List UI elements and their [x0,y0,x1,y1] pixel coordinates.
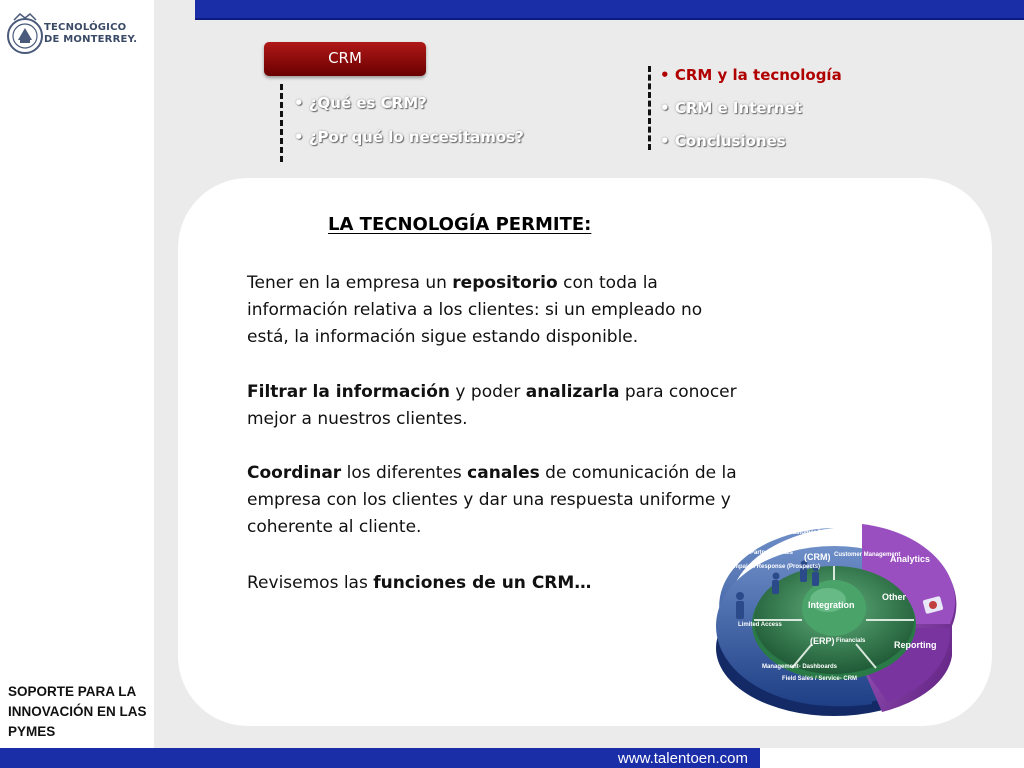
text-bold: analizarla [525,382,620,402]
nav-item-label: ¿Qué es CRM? [308,94,427,112]
text: los diferentes [341,463,468,483]
nav-item-conclusiones[interactable] [660,132,786,150]
text-bold: repositorio [452,273,558,293]
nav-bullet: • [660,66,670,84]
label-campaign-response: Campaign Response (Prospects) [726,564,821,570]
nav-bullet: • [294,94,304,112]
text: con toda la información relativa a los clientes: si un empleado no está, la información sigue estando disponible. [247,273,703,347]
bottom-bar-blank [760,748,1024,768]
label-erp: (ERP) [810,636,835,646]
nav-item-label: CRM e Internet [674,99,802,117]
label-analytics: Analytics [890,554,931,564]
program-label-line-1: SOPORTE PARA LA [8,684,137,699]
nav-item-que-es-crm[interactable] [294,94,427,112]
label-limited-access: Limited Access [738,622,782,628]
label-partner-portals: Partner Portals [750,550,794,556]
footer-url-link[interactable]: www.talentoen.com [617,750,748,767]
nav-bullet: • [660,132,670,150]
top-accent-bar [195,0,1024,20]
tec-seal-icon [6,10,44,58]
paragraph-filtrar [247,379,737,433]
content-heading: LA TECNOLOGÍA PERMITE: [328,214,592,235]
left-panel [0,0,154,748]
label-customer-management: Customer Management [834,552,901,558]
nav-bullet: • [294,128,304,146]
text: Tener en la empresa un [247,273,453,293]
label-management-dashboards: Management- Dashboards [762,664,838,670]
label-integration: Integration [808,600,855,610]
label-field-sales: Field Sales / Service- CRM [782,676,858,682]
logo-line-2: DE MONTERREY. [44,34,138,45]
text-bold: canales [467,463,540,483]
logo-line-1: TECNOLÓGICO [44,22,127,33]
label-crm: (CRM) [804,552,831,562]
text: para conocer mejor a nuestros clientes. [247,382,737,429]
crm-integration-diagram [712,516,962,722]
nav-divider-left [280,84,283,162]
label-financials: Financials [836,638,866,644]
tec-logo-text [44,22,137,46]
program-label-line-3: PYMES [8,724,56,739]
nav-item-crm-internet[interactable] [660,99,802,117]
crm-tab[interactable]: CRM [264,42,426,76]
label-customer-portals: Customer Portals [788,530,839,536]
paragraph-repositorio [247,270,737,351]
label-reporting: Reporting [894,640,937,650]
crm-diagram-graphic [712,516,962,722]
program-label [8,682,158,742]
label-other: Other [882,592,907,602]
nav-item-label: Conclusiones [674,132,786,150]
nav-bullet: • [660,99,670,117]
text-bold: Coordinar [247,463,342,483]
text: Revisemos las [247,573,374,593]
program-label-line-2: INNOVACIÓN EN LAS [8,704,147,719]
text-bold: funciones de un CRM… [373,573,592,593]
nav-item-crm-tecnologia[interactable] [660,66,842,84]
nav-item-por-que[interactable] [294,128,524,146]
paragraph-coordinar [247,460,737,541]
nav-item-label: CRM y la tecnología [674,66,842,84]
text: de comunicación de la empresa con los clientes y dar una respuesta uniforme y coherente al cliente. [247,463,737,537]
nav-divider-right [648,66,651,150]
text-bold: Filtrar la información [247,382,451,402]
text: y poder [450,382,526,402]
bottom-accent-bar [0,748,760,768]
nav-item-label: ¿Por qué lo necesitamos? [308,128,524,146]
paragraph-revisemos [247,570,737,597]
